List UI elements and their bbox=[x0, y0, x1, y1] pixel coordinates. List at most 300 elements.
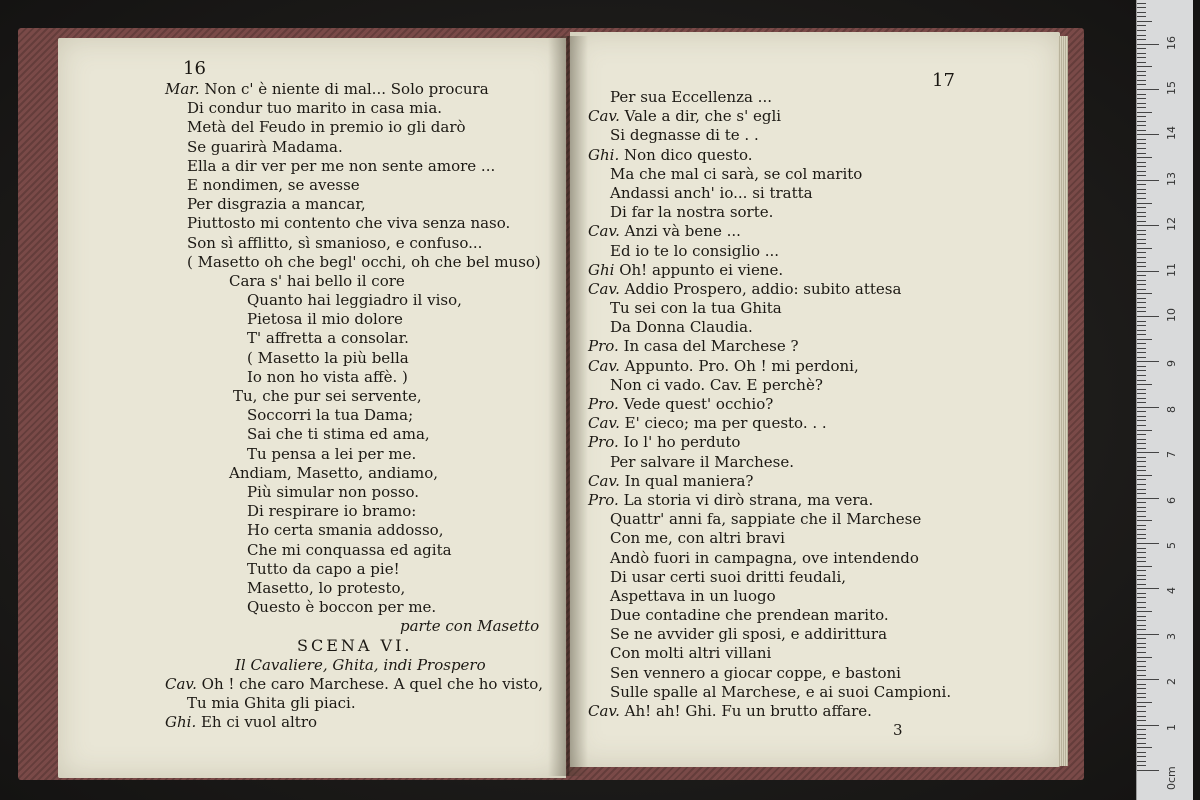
text-line bbox=[588, 702, 1018, 721]
verse-text: Che mi conquassa ed agita bbox=[247, 540, 452, 559]
ruler-tick bbox=[1137, 44, 1159, 45]
ruler-tick bbox=[1137, 330, 1146, 331]
ruler-tick bbox=[1137, 35, 1146, 36]
ruler-tick bbox=[1137, 466, 1146, 467]
scene-heading: SCENA VI. bbox=[297, 636, 413, 656]
verse-text: Appunto. Pro. Oh ! mi perdoni, bbox=[619, 356, 859, 375]
text-line bbox=[165, 521, 565, 540]
ruler-tick bbox=[1137, 212, 1146, 213]
text-line bbox=[588, 433, 1018, 452]
ruler-tick bbox=[1137, 157, 1152, 158]
ruler-tick bbox=[1137, 552, 1146, 553]
text-line bbox=[165, 425, 565, 444]
text-line bbox=[588, 184, 1018, 203]
text-line bbox=[588, 549, 1018, 568]
stage-direction: parte con Masetto bbox=[400, 617, 540, 636]
text-line bbox=[165, 349, 565, 368]
ruler-tick bbox=[1137, 166, 1146, 167]
text-line bbox=[165, 99, 565, 118]
verse-text: Anzi và bene ... bbox=[619, 222, 741, 241]
text-line bbox=[165, 483, 565, 502]
verse-text: Per sua Eccellenza ... bbox=[610, 88, 772, 106]
ruler-tick bbox=[1137, 666, 1146, 667]
verse-text: Ed io te lo consiglio ... bbox=[610, 241, 780, 260]
ruler-tick bbox=[1137, 575, 1146, 576]
text-line bbox=[588, 491, 1018, 510]
verse-text: Andiam, Masetto, andiamo, bbox=[229, 463, 439, 482]
ruler-tick bbox=[1137, 7, 1146, 8]
ruler-tick bbox=[1137, 162, 1146, 163]
ruler-tick bbox=[1137, 747, 1152, 748]
speaker-label: Cav. bbox=[588, 107, 620, 126]
ruler-tick bbox=[1137, 302, 1146, 303]
ruler-tick bbox=[1137, 121, 1146, 122]
speaker-label: Pro. bbox=[588, 433, 619, 452]
ruler-tick bbox=[1137, 266, 1146, 267]
ruler-tick bbox=[1137, 248, 1152, 249]
ruler-tick bbox=[1137, 366, 1146, 367]
left-page-text bbox=[165, 80, 565, 732]
ruler-number: 2 bbox=[1165, 678, 1178, 686]
ruler-tick bbox=[1137, 416, 1146, 417]
ruler-tick bbox=[1137, 543, 1159, 544]
ruler-tick bbox=[1137, 548, 1146, 549]
ruler-tick bbox=[1137, 634, 1159, 635]
verse-text: Oh! appunto ei viene. bbox=[614, 260, 784, 279]
ruler-tick bbox=[1137, 434, 1146, 435]
text-line bbox=[165, 713, 565, 732]
ruler-tick bbox=[1137, 761, 1146, 762]
ruler-tick bbox=[1137, 75, 1146, 76]
ruler-tick bbox=[1137, 343, 1146, 344]
text-line bbox=[588, 318, 1018, 337]
verse-text: Di respirare io bramo: bbox=[247, 502, 417, 521]
ruler-tick bbox=[1137, 538, 1146, 539]
text-line bbox=[165, 406, 565, 425]
text-line bbox=[588, 472, 1018, 491]
ruler-tick bbox=[1137, 21, 1152, 22]
speaker-label: Cav. bbox=[588, 702, 620, 720]
text-line bbox=[588, 606, 1018, 625]
text-line bbox=[165, 368, 565, 387]
signature-mark: 3 bbox=[893, 721, 903, 740]
ruler-tick bbox=[1137, 443, 1146, 444]
ruler-tick bbox=[1137, 39, 1146, 40]
ruler-number: 16 bbox=[1165, 35, 1178, 50]
ruler-tick bbox=[1137, 384, 1152, 385]
verse-text: E nondimen, se avesse bbox=[187, 175, 360, 194]
page-number-left: 16 bbox=[183, 58, 206, 79]
ruler-tick bbox=[1137, 720, 1146, 721]
verse-text: Ho certa smania addosso, bbox=[247, 521, 444, 540]
text-line bbox=[588, 414, 1018, 433]
verse-text: Addio Prospero, addio: subito attesa bbox=[619, 279, 902, 298]
ruler-tick bbox=[1137, 566, 1152, 567]
text-line bbox=[588, 222, 1018, 241]
ruler-tick bbox=[1137, 348, 1146, 349]
verse-text: Soccorri la tua Dama; bbox=[247, 406, 414, 425]
ruler-tick bbox=[1137, 430, 1152, 431]
ruler-unit-label: 0cm bbox=[1165, 766, 1178, 790]
ruler-tick bbox=[1137, 334, 1146, 335]
ruler-tick bbox=[1137, 230, 1146, 231]
ruler-tick bbox=[1137, 298, 1146, 299]
ruler-tick bbox=[1137, 602, 1146, 603]
verse-text: Sen vennero a giocar coppe, e bastoni bbox=[610, 663, 901, 682]
verse-text: Son sì afflitto, sì smanioso, e confuso... bbox=[187, 233, 483, 252]
ruler-tick bbox=[1137, 448, 1146, 449]
ruler-tick bbox=[1137, 103, 1146, 104]
verse-text: Questo è boccon per me. bbox=[247, 598, 437, 617]
speaker-label: Cav. bbox=[588, 279, 620, 298]
ruler-tick bbox=[1137, 702, 1152, 703]
ruler-tick bbox=[1137, 752, 1146, 753]
text-line bbox=[165, 176, 565, 195]
ruler-tick bbox=[1137, 234, 1146, 235]
verse-text: Tu pensa a lei per me. bbox=[247, 444, 417, 463]
text-line bbox=[588, 126, 1018, 145]
ruler-tick bbox=[1137, 484, 1146, 485]
ruler-tick bbox=[1137, 375, 1146, 376]
verse-text: Non c' è niente di mal... Solo procura bbox=[199, 80, 489, 98]
ruler-tick bbox=[1137, 48, 1146, 49]
ruler-number: 10 bbox=[1165, 308, 1178, 322]
text-line bbox=[165, 157, 565, 176]
verse-text: Si degnasse di te . . bbox=[610, 126, 759, 145]
text-line bbox=[165, 80, 565, 99]
verse-text: Se guarirà Madama. bbox=[187, 137, 343, 156]
text-line bbox=[588, 107, 1018, 126]
ruler-tick bbox=[1137, 647, 1146, 648]
verse-text: E' cieco; ma per questo. . . bbox=[619, 414, 827, 433]
verse-text: T' affretta a consolar. bbox=[247, 329, 409, 348]
text-line bbox=[165, 560, 565, 579]
verse-text: Se ne avvider gli sposi, e addirittura bbox=[610, 625, 888, 644]
ruler-tick bbox=[1137, 629, 1146, 630]
text-line bbox=[165, 464, 565, 483]
ruler-tick bbox=[1137, 325, 1146, 326]
ruler-tick bbox=[1137, 734, 1146, 735]
ruler-tick bbox=[1137, 84, 1146, 85]
ruler-tick bbox=[1137, 175, 1146, 176]
ruler-tick bbox=[1137, 398, 1146, 399]
ruler-tick bbox=[1137, 411, 1146, 412]
verse-text: Quanto hai leggiadro il viso, bbox=[247, 291, 462, 310]
text-line bbox=[588, 261, 1018, 280]
ruler-tick bbox=[1137, 579, 1146, 580]
ruler-tick bbox=[1137, 706, 1146, 707]
ruler-tick bbox=[1137, 670, 1146, 671]
verse-text: Tu mia Ghita gli piaci. bbox=[187, 694, 356, 712]
text-line bbox=[588, 529, 1018, 548]
ruler-tick bbox=[1137, 352, 1146, 353]
speaker-label: Pro. bbox=[588, 337, 619, 356]
text-line bbox=[165, 291, 565, 310]
text-line bbox=[588, 280, 1018, 299]
speaker-label: Cav. bbox=[588, 414, 620, 433]
text-line bbox=[165, 272, 565, 291]
text-line bbox=[165, 445, 565, 464]
ruler-tick bbox=[1137, 570, 1146, 571]
text-line bbox=[588, 510, 1018, 529]
ruler-tick bbox=[1137, 107, 1146, 108]
text-line bbox=[588, 203, 1018, 222]
ruler-tick bbox=[1137, 420, 1146, 421]
ruler-tick bbox=[1137, 738, 1146, 739]
speaker-label: Cav. bbox=[588, 471, 620, 490]
text-line bbox=[588, 683, 1018, 702]
verse-text: Vale a dir, che s' egli bbox=[619, 107, 782, 126]
ruler-tick bbox=[1137, 148, 1146, 149]
ruler-tick bbox=[1137, 116, 1146, 117]
ruler-tick bbox=[1137, 716, 1146, 717]
ruler-tick bbox=[1137, 461, 1146, 462]
ruler-tick bbox=[1137, 62, 1146, 63]
speaker-label: Pro. bbox=[588, 490, 619, 509]
ruler-tick bbox=[1137, 216, 1146, 217]
verse-text: Tu, che pur sei servente, bbox=[233, 387, 422, 405]
ruler-tick bbox=[1137, 3, 1146, 4]
ruler-tick bbox=[1137, 307, 1146, 308]
ruler-tick bbox=[1137, 130, 1146, 131]
right-page-text bbox=[588, 88, 1018, 740]
ruler-tick bbox=[1137, 756, 1146, 757]
ruler-tick bbox=[1137, 652, 1146, 653]
verse-text: Di far la nostra sorte. bbox=[610, 203, 774, 222]
ruler-tick bbox=[1137, 711, 1146, 712]
ruler-tick bbox=[1137, 770, 1159, 771]
text-line bbox=[588, 165, 1018, 184]
text-line bbox=[165, 253, 565, 272]
ruler-tick bbox=[1137, 257, 1146, 258]
ruler-number: 4 bbox=[1165, 587, 1178, 595]
text-line bbox=[588, 625, 1018, 644]
text-line bbox=[588, 664, 1018, 683]
ruler-tick bbox=[1137, 53, 1146, 54]
verse-text: Per disgrazia a mancar, bbox=[187, 195, 366, 214]
speaker-label: Mar. bbox=[165, 80, 200, 98]
ruler-tick bbox=[1137, 243, 1146, 244]
ruler-tick bbox=[1137, 765, 1146, 766]
ruler-tick bbox=[1137, 225, 1159, 226]
text-line bbox=[588, 644, 1018, 663]
verse-text: Sai che ti stima ed ama, bbox=[247, 425, 430, 444]
ruler-tick bbox=[1137, 94, 1146, 95]
measuring-ruler bbox=[1136, 0, 1193, 800]
verse-text: Piuttosto mi contento che viva senza naso. bbox=[187, 214, 511, 233]
text-line bbox=[588, 453, 1018, 472]
speaker-label: Ghi. bbox=[588, 145, 620, 164]
text-line bbox=[165, 234, 565, 253]
verse-text: Pietosa il mio dolore bbox=[247, 310, 403, 329]
speaker-label: Ghi bbox=[588, 260, 615, 279]
ruler-tick bbox=[1137, 80, 1146, 81]
ruler-tick bbox=[1137, 66, 1152, 67]
ruler-tick bbox=[1137, 638, 1146, 639]
ruler-tick bbox=[1137, 271, 1159, 272]
text-line bbox=[588, 568, 1018, 587]
ruler-tick bbox=[1137, 611, 1152, 612]
verse-text: Metà del Feudo in premio io gli darò bbox=[187, 118, 466, 137]
verse-text: Di usar certi suoi dritti feudali, bbox=[610, 567, 847, 586]
ruler-tick bbox=[1137, 675, 1146, 676]
text-line bbox=[165, 329, 565, 348]
ruler-tick bbox=[1137, 143, 1146, 144]
ruler-tick bbox=[1137, 507, 1146, 508]
ruler-tick bbox=[1137, 457, 1146, 458]
verse-text: Da Donna Claudia. bbox=[610, 318, 753, 337]
text-line bbox=[588, 337, 1018, 356]
speaker-label: Cav. bbox=[588, 356, 620, 375]
page-edges bbox=[1058, 36, 1068, 766]
verse-text: Ma che mal ci sarà, se col marito bbox=[610, 164, 863, 183]
verse-text: Con molti altri villani bbox=[610, 644, 772, 663]
text-line bbox=[165, 310, 565, 329]
ruler-tick bbox=[1137, 557, 1146, 558]
ruler-tick bbox=[1137, 439, 1146, 440]
verse-text: ( Masetto la più bella bbox=[247, 348, 409, 367]
ruler-tick bbox=[1137, 520, 1152, 521]
ruler-tick bbox=[1137, 293, 1152, 294]
verse-text: Due contadine che prendean marito. bbox=[610, 606, 889, 625]
ruler-tick bbox=[1137, 275, 1146, 276]
ruler-tick bbox=[1137, 134, 1159, 135]
ruler-tick bbox=[1137, 493, 1146, 494]
verse-text: Andò fuori in campagna, ove intendendo bbox=[610, 548, 919, 567]
ruler-tick bbox=[1137, 452, 1159, 453]
ruler-number: 6 bbox=[1165, 496, 1178, 504]
ruler-tick bbox=[1137, 370, 1146, 371]
ruler-number: 11 bbox=[1165, 262, 1178, 277]
ruler-tick bbox=[1137, 289, 1146, 290]
ruler-tick bbox=[1137, 193, 1146, 194]
text-line bbox=[165, 502, 565, 521]
text-line bbox=[588, 299, 1018, 318]
ruler-number: 15 bbox=[1165, 81, 1178, 95]
ruler-tick bbox=[1137, 607, 1146, 608]
text-line bbox=[165, 214, 565, 233]
text-line bbox=[588, 376, 1018, 395]
ruler-tick bbox=[1137, 529, 1146, 530]
verse-text: Io non ho vista affè. ) bbox=[247, 367, 408, 386]
verse-text: Ella a dir ver per me non sente amore ... bbox=[187, 156, 496, 175]
text-line bbox=[588, 242, 1018, 261]
ruler-tick bbox=[1137, 357, 1146, 358]
verse-text: Tu sei con la tua Ghita bbox=[610, 299, 782, 318]
ruler-tick bbox=[1137, 657, 1152, 658]
ruler-tick bbox=[1137, 180, 1159, 181]
ruler-tick bbox=[1137, 470, 1146, 471]
ruler-tick bbox=[1137, 584, 1146, 585]
ruler-tick bbox=[1137, 679, 1159, 680]
ruler-number: 14 bbox=[1165, 126, 1178, 141]
ruler-tick bbox=[1137, 311, 1146, 312]
ruler-tick bbox=[1137, 25, 1146, 26]
verse-text: In qual maniera? bbox=[619, 471, 754, 490]
ruler-tick bbox=[1137, 389, 1146, 390]
ruler-tick bbox=[1137, 743, 1146, 744]
ruler-tick bbox=[1137, 139, 1146, 140]
verse-text: Più simular non posso. bbox=[247, 482, 420, 501]
ruler-tick bbox=[1137, 153, 1146, 154]
ruler-tick bbox=[1137, 112, 1152, 113]
ruler-tick bbox=[1137, 316, 1159, 317]
ruler-tick bbox=[1137, 561, 1146, 562]
ruler-tick bbox=[1137, 516, 1146, 517]
ruler-tick bbox=[1137, 593, 1146, 594]
ruler-tick bbox=[1137, 203, 1152, 204]
ruler-tick bbox=[1137, 125, 1146, 126]
verse-text: Tutto da capo a pie! bbox=[247, 559, 400, 578]
ruler-number: 3 bbox=[1165, 632, 1178, 640]
ruler-tick bbox=[1137, 89, 1159, 90]
ruler-number: 13 bbox=[1165, 171, 1178, 186]
verse-text: Quattr' anni fa, sappiate che il Marchese bbox=[610, 510, 922, 529]
verse-text: Non dico questo. bbox=[619, 145, 753, 164]
ruler-tick bbox=[1137, 284, 1146, 285]
ruler-tick bbox=[1137, 475, 1152, 476]
ruler-tick bbox=[1137, 534, 1146, 535]
ruler-number: 7 bbox=[1165, 451, 1178, 459]
ruler-tick bbox=[1137, 12, 1146, 13]
ruler-tick bbox=[1137, 71, 1146, 72]
ruler-tick bbox=[1137, 98, 1146, 99]
ruler-tick bbox=[1137, 643, 1146, 644]
text-line bbox=[165, 694, 565, 713]
ruler-tick bbox=[1137, 189, 1146, 190]
ruler-number: 5 bbox=[1165, 542, 1178, 549]
ruler-number: 12 bbox=[1165, 217, 1178, 232]
verse-text: Oh ! che caro Marchese. A quel che ho visto, bbox=[196, 674, 543, 693]
verse-text: Sulle spalle al Marchese, e ai suoi Campioni. bbox=[610, 682, 952, 701]
ruler-tick bbox=[1137, 697, 1146, 698]
verse-text: Per salvare il Marchese. bbox=[610, 452, 795, 471]
ruler-tick bbox=[1137, 280, 1146, 281]
ruler-tick bbox=[1137, 588, 1159, 589]
verse-text: La storia vi dirò strana, ma vera. bbox=[618, 490, 874, 509]
text-line bbox=[165, 598, 565, 617]
ruler-number: 1 bbox=[1165, 723, 1178, 731]
ruler-tick bbox=[1137, 502, 1146, 503]
verse-text: Andassi anch' io... si tratta bbox=[610, 183, 813, 202]
ruler-tick bbox=[1137, 597, 1146, 598]
ruler-tick bbox=[1137, 30, 1146, 31]
verse-text: Aspettava in un luogo bbox=[610, 586, 776, 605]
verse-text: Di condur tuo marito in casa mia. bbox=[187, 99, 443, 118]
ruler-tick bbox=[1137, 511, 1146, 512]
ruler-tick bbox=[1137, 393, 1146, 394]
ruler-tick bbox=[1137, 479, 1146, 480]
text-line bbox=[165, 138, 565, 157]
ruler-tick bbox=[1137, 525, 1146, 526]
text-line bbox=[588, 146, 1018, 165]
text-line bbox=[165, 195, 565, 214]
ruler-tick bbox=[1137, 321, 1146, 322]
ruler-tick bbox=[1137, 498, 1159, 499]
verse-text: Con me, con altri bravi bbox=[610, 529, 785, 548]
ruler-tick bbox=[1137, 171, 1146, 172]
speaker-label: Cav. bbox=[588, 222, 620, 241]
ruler-number: 9 bbox=[1165, 360, 1178, 368]
speaker-label: Cav. bbox=[165, 674, 197, 693]
ruler-tick bbox=[1137, 339, 1152, 340]
ruler-tick bbox=[1137, 402, 1146, 403]
ruler-tick bbox=[1137, 693, 1146, 694]
ruler-tick bbox=[1137, 184, 1146, 185]
ruler-tick bbox=[1137, 380, 1146, 381]
verse-text: Ah! ah! Ghi. Fu un brutto affare. bbox=[619, 702, 872, 720]
text-line bbox=[588, 357, 1018, 376]
